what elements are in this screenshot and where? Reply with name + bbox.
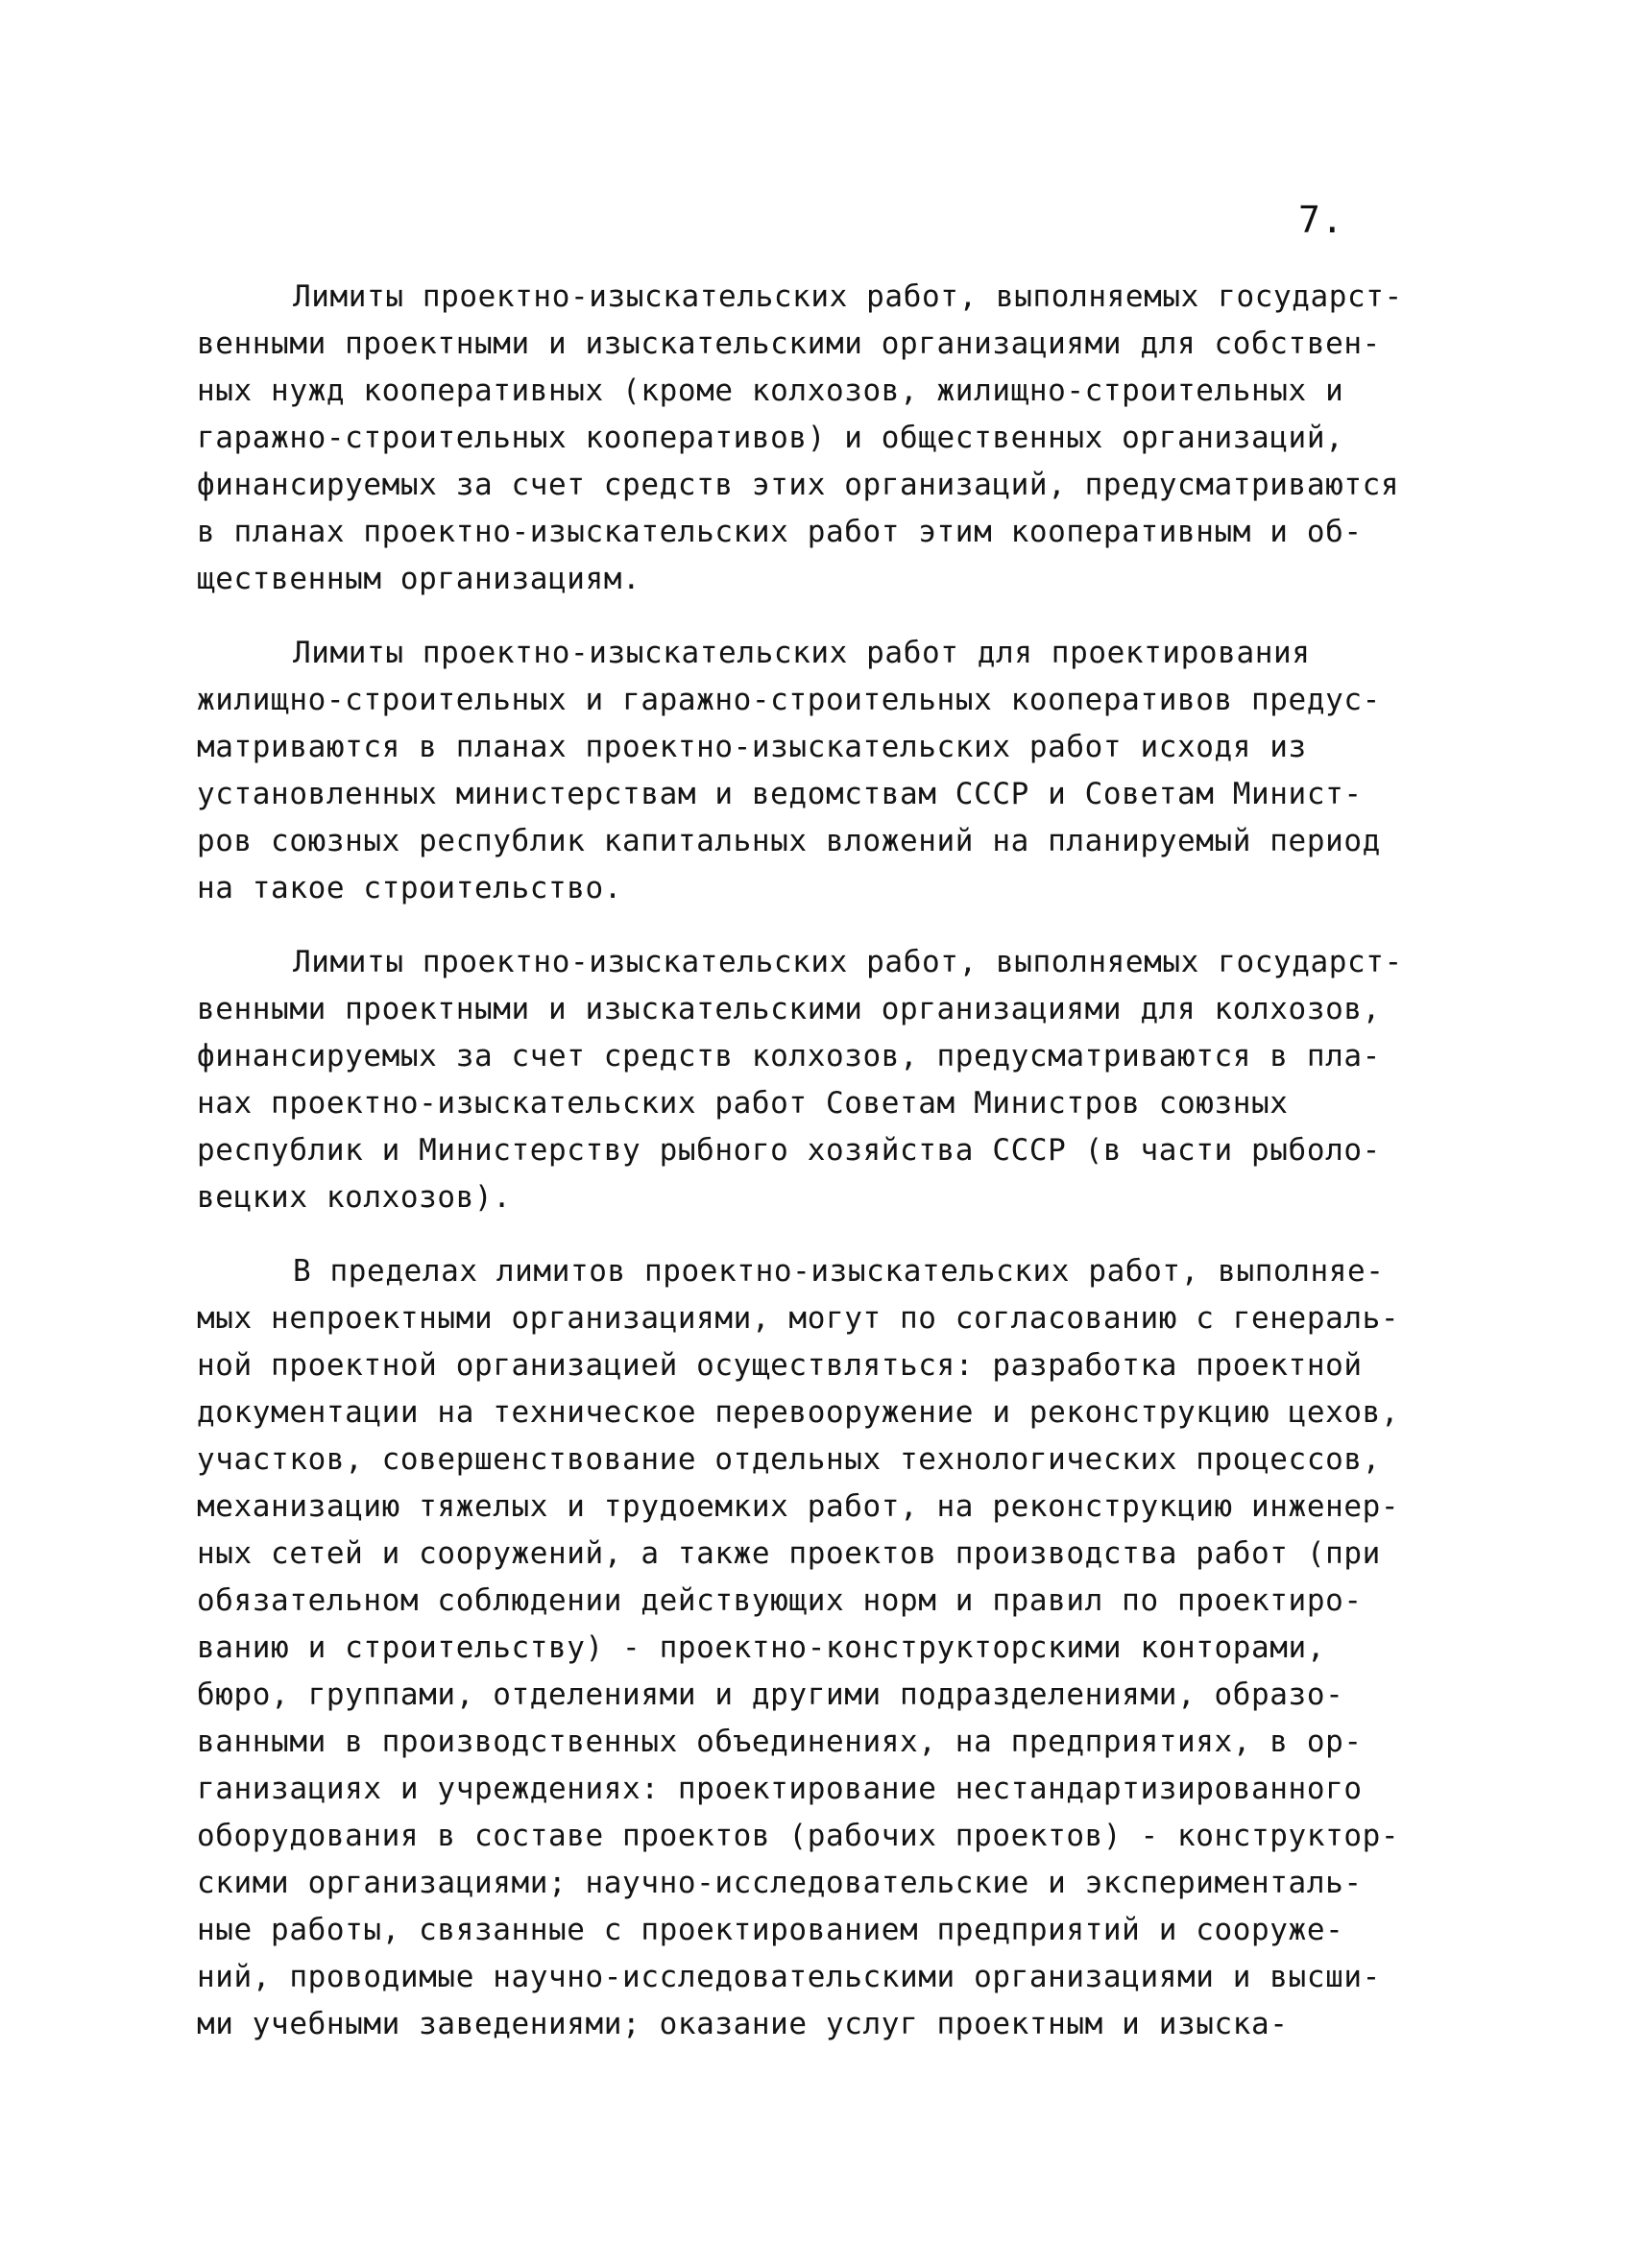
text-line: скими организациями; научно-исследовательские и эксперименталь-: [197, 1866, 1363, 1900]
text-line: венными проектными и изыскательскими организациями для собствен-: [197, 326, 1381, 361]
document-body: [197, 274, 1493, 2075]
text-line: республик и Министерству рыбного хозяйства СССР (в части рыболо-: [197, 1133, 1381, 1168]
text-line: участков, совершенствование отдельных технологических процессов,: [197, 1442, 1381, 1477]
text-line: ми учебными заведениями; оказание услуг проектным и изыска-: [197, 2007, 1289, 2041]
text-line: финансируемых за счет средств колхозов, предусматриваются в пла-: [197, 1039, 1381, 1074]
text-line: ров союзных республик капитальных вложений на планируемый период: [197, 824, 1381, 858]
page-number: 7.: [1298, 199, 1344, 241]
text-line: гаражно-строительных кооперативов) и общественных организаций,: [197, 421, 1344, 455]
text-line: ных нужд кооперативных (кроме колхозов, жилищно-строительных и: [197, 374, 1344, 408]
text-line: матриваются в планах проектно-изыскательских работ исходя из: [197, 730, 1307, 764]
text-line: ванными в производственных объединениях, на предприятиях, в ор-: [197, 1725, 1363, 1759]
text-line: ной проектной организацией осуществляться: разработка проектной: [197, 1348, 1363, 1383]
text-line: обязательном соблюдении действующих норм и правил по проектиро-: [197, 1583, 1363, 1618]
text-line: нах проектно-изыскательских работ Советам Министров союзных: [197, 1086, 1289, 1121]
text-line: ганизациях и учреждениях: проектирование нестандартизированного: [197, 1772, 1363, 1806]
paragraph: [197, 630, 1493, 912]
text-line: Лимиты проектно-изыскательских работ для проектирования: [293, 636, 1311, 670]
text-line: оборудования в составе проектов (рабочих проектов) - конструктор-: [197, 1819, 1400, 1853]
text-line: мых непроектными организациями, могут по согласованию с генераль-: [197, 1301, 1400, 1336]
text-line: вецких колхозов).: [197, 1180, 512, 1215]
paragraph: [197, 939, 1493, 1221]
text-line: жилищно-строительных и гаражно-строительных кооперативов предус-: [197, 683, 1381, 717]
text-line: документации на техническое перевооружение и реконструкцию цехов,: [197, 1395, 1400, 1430]
text-line: ные работы, связанные с проектированием предприятий и сооруже-: [197, 1913, 1344, 1947]
text-line: венными проектными и изыскательскими организациями для колхозов,: [197, 992, 1381, 1026]
text-line: механизацию тяжелых и трудоемких работ, на реконструкцию инженер-: [197, 1489, 1400, 1524]
text-line: ванию и строительству) - проектно-конструкторскими конторами,: [197, 1630, 1326, 1665]
text-line: на такое строительство.: [197, 871, 623, 905]
text-line: ных сетей и сооружений, а также проектов производства работ (при: [197, 1536, 1381, 1571]
text-line: в планах проектно-изыскательских работ этим кооперативным и об-: [197, 515, 1363, 549]
text-line: установленных министерствам и ведомствам СССР и Советам Минист-: [197, 777, 1363, 811]
text-line: В пределах лимитов проектно-изыскательских работ, выполняе-: [293, 1254, 1385, 1289]
text-line: ний, проводимые научно-исследовательскими организациями и высши-: [197, 1960, 1381, 1994]
text-line: Лимиты проектно-изыскательских работ, выполняемых государст-: [293, 945, 1403, 979]
text-line: бюро, группами, отделениями и другими подразделениями, образо-: [197, 1677, 1344, 1712]
paragraph: [197, 1248, 1493, 2048]
text-line: финансируемых за счет средств этих организаций, предусматриваются: [197, 468, 1400, 502]
paragraph: [197, 274, 1493, 603]
text-line: щественным организациям.: [197, 562, 641, 596]
text-line: Лимиты проектно-изыскательских работ, выполняемых государст-: [293, 279, 1403, 314]
